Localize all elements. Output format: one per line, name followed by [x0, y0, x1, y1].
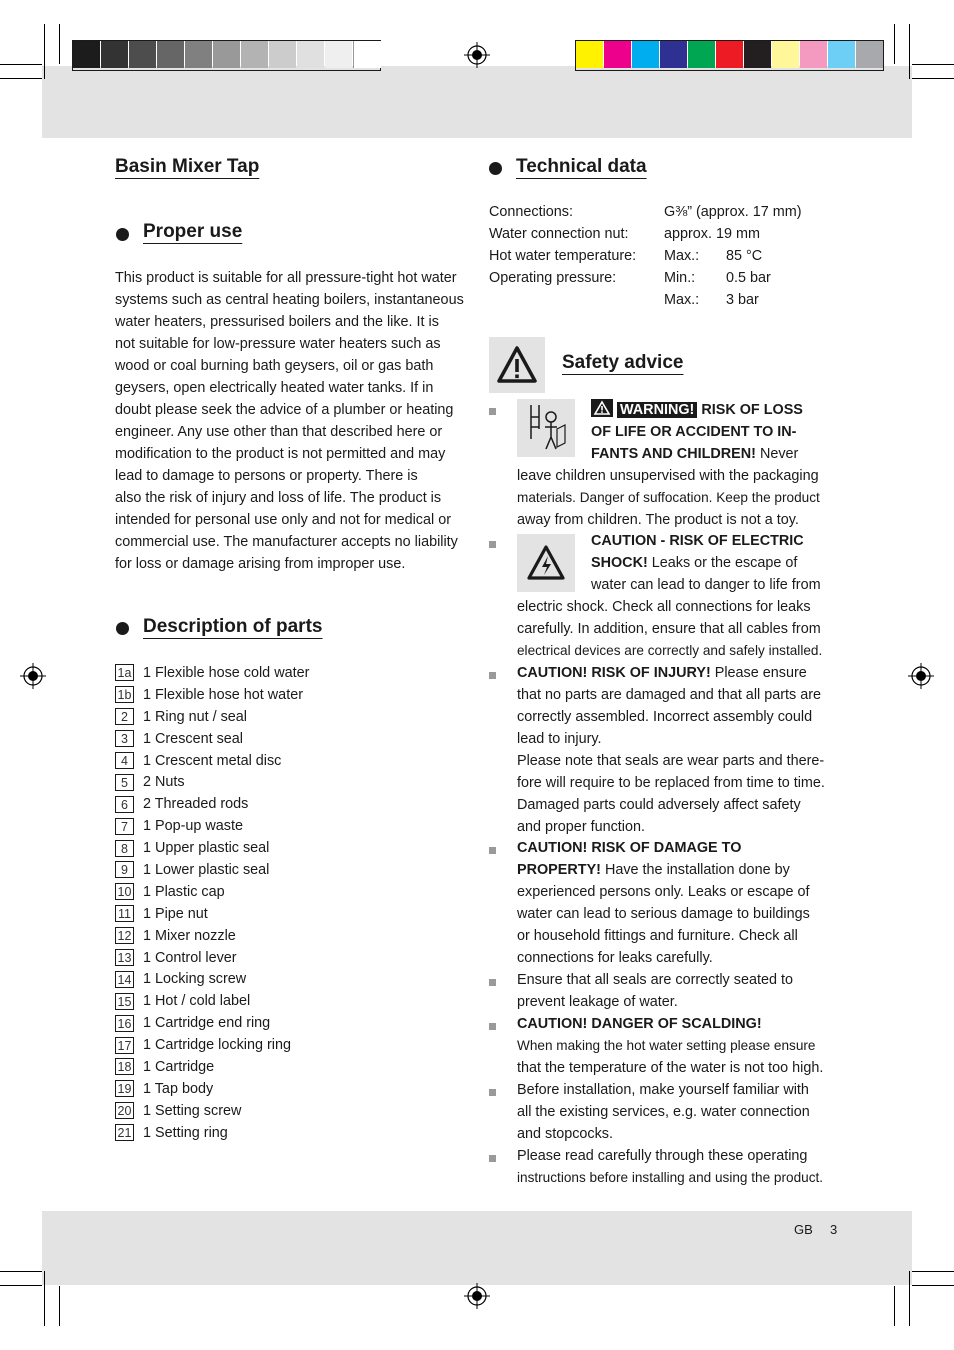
- part-number: 17: [115, 1037, 134, 1054]
- grayscale-swatch: [325, 41, 352, 68]
- text-line: materials. Danger of suffocation. Keep the product: [517, 490, 820, 505]
- part-description: 1 Upper plastic seal: [143, 840, 270, 857]
- tech-row: [489, 223, 849, 245]
- list-bullet: [489, 1155, 496, 1162]
- warning-triangle-icon: [591, 399, 613, 417]
- part-number: 21: [115, 1124, 134, 1141]
- part-description: 1 Setting screw: [143, 1102, 242, 1119]
- property-line-2: [517, 859, 790, 881]
- registration-mark-icon: [20, 663, 46, 689]
- part-row: [115, 903, 445, 925]
- footer-language: GB: [794, 1222, 813, 1237]
- tech-value: approx. 19 mm: [664, 226, 760, 242]
- injury-body: [517, 684, 857, 838]
- color-swatch: [660, 41, 687, 68]
- tech-label: Operating pressure:: [489, 270, 617, 286]
- injury-heading: CAUTION! RISK OF INJURY!: [517, 665, 711, 681]
- electric-heading: CAUTION - RISK OF ELECTRIC: [591, 533, 804, 549]
- part-row: [115, 881, 445, 903]
- text-line: Damaged parts could adversely affect safety: [517, 797, 801, 813]
- tech-row: [489, 201, 849, 223]
- part-number: 11: [115, 905, 134, 922]
- part-description: 1 Lower plastic seal: [143, 861, 270, 878]
- part-number: 14: [115, 971, 134, 988]
- electric-heading: SHOCK!: [591, 555, 648, 571]
- color-swatch: [856, 41, 883, 68]
- text-line: Please note that seals are wear parts and there-: [517, 753, 825, 769]
- text-line: or household fittings and furniture. Check all: [517, 928, 798, 944]
- text-line: prevent leakage of water.: [517, 994, 678, 1010]
- text-line: systems such as central heating boilers, instantaneous: [115, 292, 464, 308]
- warning-text: Never: [755, 446, 799, 462]
- crop-mark: [0, 64, 42, 65]
- crop-mark: [59, 24, 60, 64]
- text-line: not suitable for low-pressure water heaters such as: [115, 336, 441, 352]
- part-number: 18: [115, 1058, 134, 1075]
- text-line: water heaters, pressurised boilers and the like. It is: [115, 314, 439, 330]
- part-number: 12: [115, 927, 134, 944]
- part-number: 13: [115, 949, 134, 966]
- registration-mark-icon: [908, 663, 934, 689]
- text-line: Before installation, make yourself familiar with: [517, 1082, 809, 1098]
- part-number: 9: [115, 861, 134, 878]
- part-row: [115, 1078, 445, 1100]
- part-description: 1 Plastic cap: [143, 883, 225, 900]
- text-line: correctly assembled. Incorrect assembly could: [517, 709, 813, 725]
- part-number: 16: [115, 1015, 134, 1032]
- section-bullet: [489, 162, 502, 175]
- text-line: intended for personal use only and not for medical or: [115, 512, 451, 528]
- warning-heading: OF LIFE OR ACCIDENT TO IN-: [591, 424, 797, 440]
- color-swatch: [744, 41, 771, 68]
- crop-mark: [912, 1271, 954, 1272]
- part-row: [115, 968, 445, 990]
- part-row: [115, 947, 445, 969]
- part-number: 3: [115, 730, 134, 747]
- warning-line-3: [591, 443, 798, 465]
- electric-body: [517, 596, 857, 662]
- injury-line-1: [517, 662, 807, 684]
- part-description: 1 Flexible hose cold water: [143, 664, 310, 681]
- property-text: Have the installation done by: [600, 862, 790, 878]
- list-bullet: [489, 847, 496, 854]
- property-body: [517, 881, 857, 969]
- text-line: modification to the product is not permitted and may: [115, 446, 446, 462]
- parts-list: [115, 662, 445, 1144]
- crop-mark: [0, 1285, 42, 1286]
- text-line: doubt please seek the advice of a plumber or heating: [115, 402, 454, 418]
- text-line: carefully. In addition, ensure that all cables from: [517, 621, 821, 637]
- tech-label: Connections:: [489, 204, 573, 220]
- section-bullet: [116, 228, 129, 241]
- list-bullet: [489, 408, 496, 415]
- part-number: 10: [115, 883, 134, 900]
- list-bullet: [489, 1089, 496, 1096]
- part-description: 1 Locking screw: [143, 971, 247, 988]
- text-line: When making the hot water setting please ensure: [517, 1038, 816, 1053]
- safety-heading: Safety advice: [562, 352, 684, 373]
- scalding-body: [517, 1035, 857, 1079]
- grayscale-swatch: [353, 41, 381, 68]
- scalding-heading: [517, 1013, 762, 1035]
- color-swatch: [576, 41, 603, 68]
- crop-mark: [44, 24, 45, 79]
- part-number: 1a: [115, 664, 134, 681]
- grayscale-swatch: [297, 41, 324, 68]
- crop-mark: [0, 78, 42, 79]
- child-warning-box: [517, 399, 575, 457]
- grayscale-swatch: [213, 41, 240, 68]
- text-line: commercial use. The manufacturer accepts no liability: [115, 534, 458, 550]
- part-row: [115, 793, 445, 815]
- electric-warning-box: [517, 534, 575, 592]
- electric-line-3: water can lead to danger to life from: [591, 577, 821, 593]
- part-description: 1 Cartridge end ring: [143, 1015, 271, 1032]
- crop-mark: [912, 78, 954, 79]
- text-line: wood or coal burning bath geysers, oil or gas bath: [115, 358, 434, 374]
- part-description: 1 Mixer nozzle: [143, 927, 236, 944]
- technical-heading: Technical data: [516, 156, 647, 177]
- warning-line-2: [591, 421, 796, 443]
- part-row: [115, 1122, 445, 1144]
- text-line: electric shock. Check all connections for leaks: [517, 599, 811, 615]
- child-hazard-icon: [517, 399, 575, 457]
- tech-row: [489, 289, 849, 311]
- list-bullet: [489, 979, 496, 986]
- electric-shock-icon: [517, 534, 575, 592]
- text-line: electrical devices are correctly and safely installed.: [517, 643, 823, 658]
- part-description: 1 Pop-up waste: [143, 818, 243, 835]
- read-instructions-text: [517, 1145, 857, 1189]
- warning-badge: WARNING!: [617, 402, 697, 418]
- text-line: and proper function.: [517, 819, 646, 835]
- warning-heading: RISK OF LOSS: [697, 402, 803, 418]
- part-row: [115, 815, 445, 837]
- description-heading: Description of parts: [143, 616, 323, 637]
- part-description: 1 Cartridge locking ring: [143, 1037, 291, 1054]
- grayscale-swatch: [241, 41, 268, 68]
- text-line: away from children. The product is not a toy.: [517, 512, 799, 528]
- text-line: for loss or damage arising from improper use.: [115, 556, 406, 572]
- part-description: 1 Tap body: [143, 1080, 214, 1097]
- part-description: 1 Control lever: [143, 949, 237, 966]
- text-line: instructions before installing and using the product.: [517, 1170, 824, 1185]
- section-bullet: [116, 622, 129, 635]
- crop-mark: [912, 1285, 954, 1286]
- color-swatch: [772, 41, 799, 68]
- text-line: lead to damage to persons or property. There is: [115, 468, 418, 484]
- crop-mark: [0, 1271, 42, 1272]
- warning-triangle-icon: [489, 337, 545, 393]
- part-row: [115, 684, 445, 706]
- part-number: 1b: [115, 686, 134, 703]
- header-band: [42, 66, 912, 138]
- proper-use-heading: Proper use: [143, 221, 243, 242]
- part-number: 8: [115, 840, 134, 857]
- part-row: [115, 750, 445, 772]
- grayscale-swatch: [129, 41, 156, 68]
- scalding-heading-text: CAUTION! DANGER OF SCALDING!: [517, 1016, 762, 1032]
- color-swatch: [604, 41, 631, 68]
- electric-text: Leaks or the escape of: [647, 555, 798, 571]
- part-number: 20: [115, 1102, 134, 1119]
- text-line: fore will require to be replaced from time to time.: [517, 775, 825, 791]
- text-line: leave children unsupervised with the packaging: [517, 468, 819, 484]
- part-row: [115, 1034, 445, 1056]
- warning-body: [517, 465, 857, 531]
- services-text: [517, 1079, 857, 1145]
- grayscale-swatch: [101, 41, 128, 68]
- text-line: Please read carefully through these operating: [517, 1148, 808, 1164]
- crop-mark: [44, 1271, 45, 1326]
- list-bullet: [489, 672, 496, 679]
- part-description: 1 Cartridge: [143, 1058, 215, 1075]
- crop-mark: [909, 24, 910, 79]
- color-swatch: [632, 41, 659, 68]
- color-swatch: [716, 41, 743, 68]
- part-row: [115, 1012, 445, 1034]
- main-title: Basin Mixer Tap: [115, 156, 260, 177]
- part-row: [115, 859, 445, 881]
- list-bullet: [489, 1023, 496, 1030]
- registration-mark-icon: [464, 42, 490, 68]
- tech-sub: Max.:: [664, 248, 700, 264]
- warning-heading: FANTS AND CHILDREN!: [591, 446, 756, 462]
- text-line: engineer. Any use other than that described here or: [115, 424, 443, 440]
- crop-mark: [909, 1271, 910, 1326]
- page-number: 3: [830, 1222, 838, 1237]
- tech-label: Hot water temperature:: [489, 248, 637, 264]
- text-line: connections for leaks carefully.: [517, 950, 713, 966]
- proper-use-text: [115, 267, 475, 575]
- part-row: [115, 990, 445, 1012]
- property-heading: PROPERTY!: [517, 862, 601, 878]
- tech-value: 85 °C: [726, 248, 763, 264]
- text-line: water can lead to serious damage to buildings: [517, 906, 810, 922]
- tech-row: [489, 267, 849, 289]
- crop-mark: [894, 1286, 895, 1326]
- seals-text: [517, 969, 857, 1013]
- part-description: 1 Ring nut / seal: [143, 708, 247, 725]
- property-line-1: [517, 837, 741, 859]
- grayscale-swatch: [157, 41, 184, 68]
- registration-mark-icon: [464, 1283, 490, 1309]
- color-swatch: [828, 41, 855, 68]
- text-line: also the risk of injury and loss of life. The product is: [115, 490, 442, 506]
- technical-table: [489, 201, 849, 311]
- color-swatch: [800, 41, 827, 68]
- part-description: 1 Setting ring: [143, 1124, 228, 1141]
- part-row: [115, 706, 445, 728]
- warning-line-1: [591, 399, 803, 421]
- part-description: 2 Nuts: [143, 774, 185, 791]
- footer-band: [42, 1211, 912, 1285]
- tech-sub: Max.:: [664, 292, 700, 308]
- part-number: 6: [115, 796, 134, 813]
- part-number: 7: [115, 818, 134, 835]
- text-line: and stopcocks.: [517, 1126, 613, 1142]
- tech-value: 3 bar: [726, 292, 759, 308]
- text-line: This product is suitable for all pressure-tight hot water: [115, 270, 457, 286]
- tech-row: [489, 245, 849, 267]
- text-line: geysers, open electrically heated water tanks. If in: [115, 380, 434, 396]
- part-number: 2: [115, 708, 134, 725]
- part-number: 4: [115, 752, 134, 769]
- text-line: experienced persons only. Leaks or escape of: [517, 884, 810, 900]
- part-number: 15: [115, 993, 134, 1010]
- part-number: 19: [115, 1080, 134, 1097]
- part-row: [115, 662, 445, 684]
- text-line: Ensure that all seals are correctly seated to: [517, 972, 793, 988]
- part-row: [115, 1100, 445, 1122]
- property-heading: CAUTION! RISK OF DAMAGE TO: [517, 840, 742, 856]
- grayscale-swatch: [185, 41, 212, 68]
- crop-mark: [894, 24, 895, 64]
- safety-warning-box: [489, 337, 545, 393]
- injury-text: Please ensure: [710, 665, 807, 681]
- crop-mark: [59, 1286, 60, 1326]
- part-description: 1 Pipe nut: [143, 905, 208, 922]
- grayscale-swatch: [73, 41, 100, 68]
- part-description: 1 Crescent seal: [143, 730, 243, 747]
- tech-sub: Min.:: [664, 270, 696, 286]
- part-description: 1 Flexible hose hot water: [143, 686, 303, 703]
- tech-value: G⅜” (approx. 17 mm): [664, 204, 802, 220]
- part-row: [115, 837, 445, 859]
- electric-line-2: [591, 552, 797, 574]
- crop-mark: [912, 64, 954, 65]
- part-row: [115, 1056, 445, 1078]
- tech-label: Water connection nut:: [489, 226, 629, 242]
- part-description: 1 Crescent metal disc: [143, 752, 282, 769]
- text-line: lead to injury.: [517, 731, 602, 747]
- part-row: [115, 925, 445, 947]
- text-line: that no parts are damaged and that all parts are: [517, 687, 821, 703]
- list-bullet: [489, 541, 496, 548]
- text-line: all the existing services, e.g. water connection: [517, 1104, 810, 1120]
- text-line: that the temperature of the water is not too high.: [517, 1060, 824, 1076]
- part-row: [115, 728, 445, 750]
- grayscale-swatch: [269, 41, 296, 68]
- part-description: 2 Threaded rods: [143, 796, 249, 813]
- part-description: 1 Hot / cold label: [143, 993, 251, 1010]
- part-row: [115, 771, 445, 793]
- electric-line-1: [591, 530, 804, 552]
- part-number: 5: [115, 774, 134, 791]
- color-swatch: [688, 41, 715, 68]
- tech-value: 0.5 bar: [726, 270, 771, 286]
